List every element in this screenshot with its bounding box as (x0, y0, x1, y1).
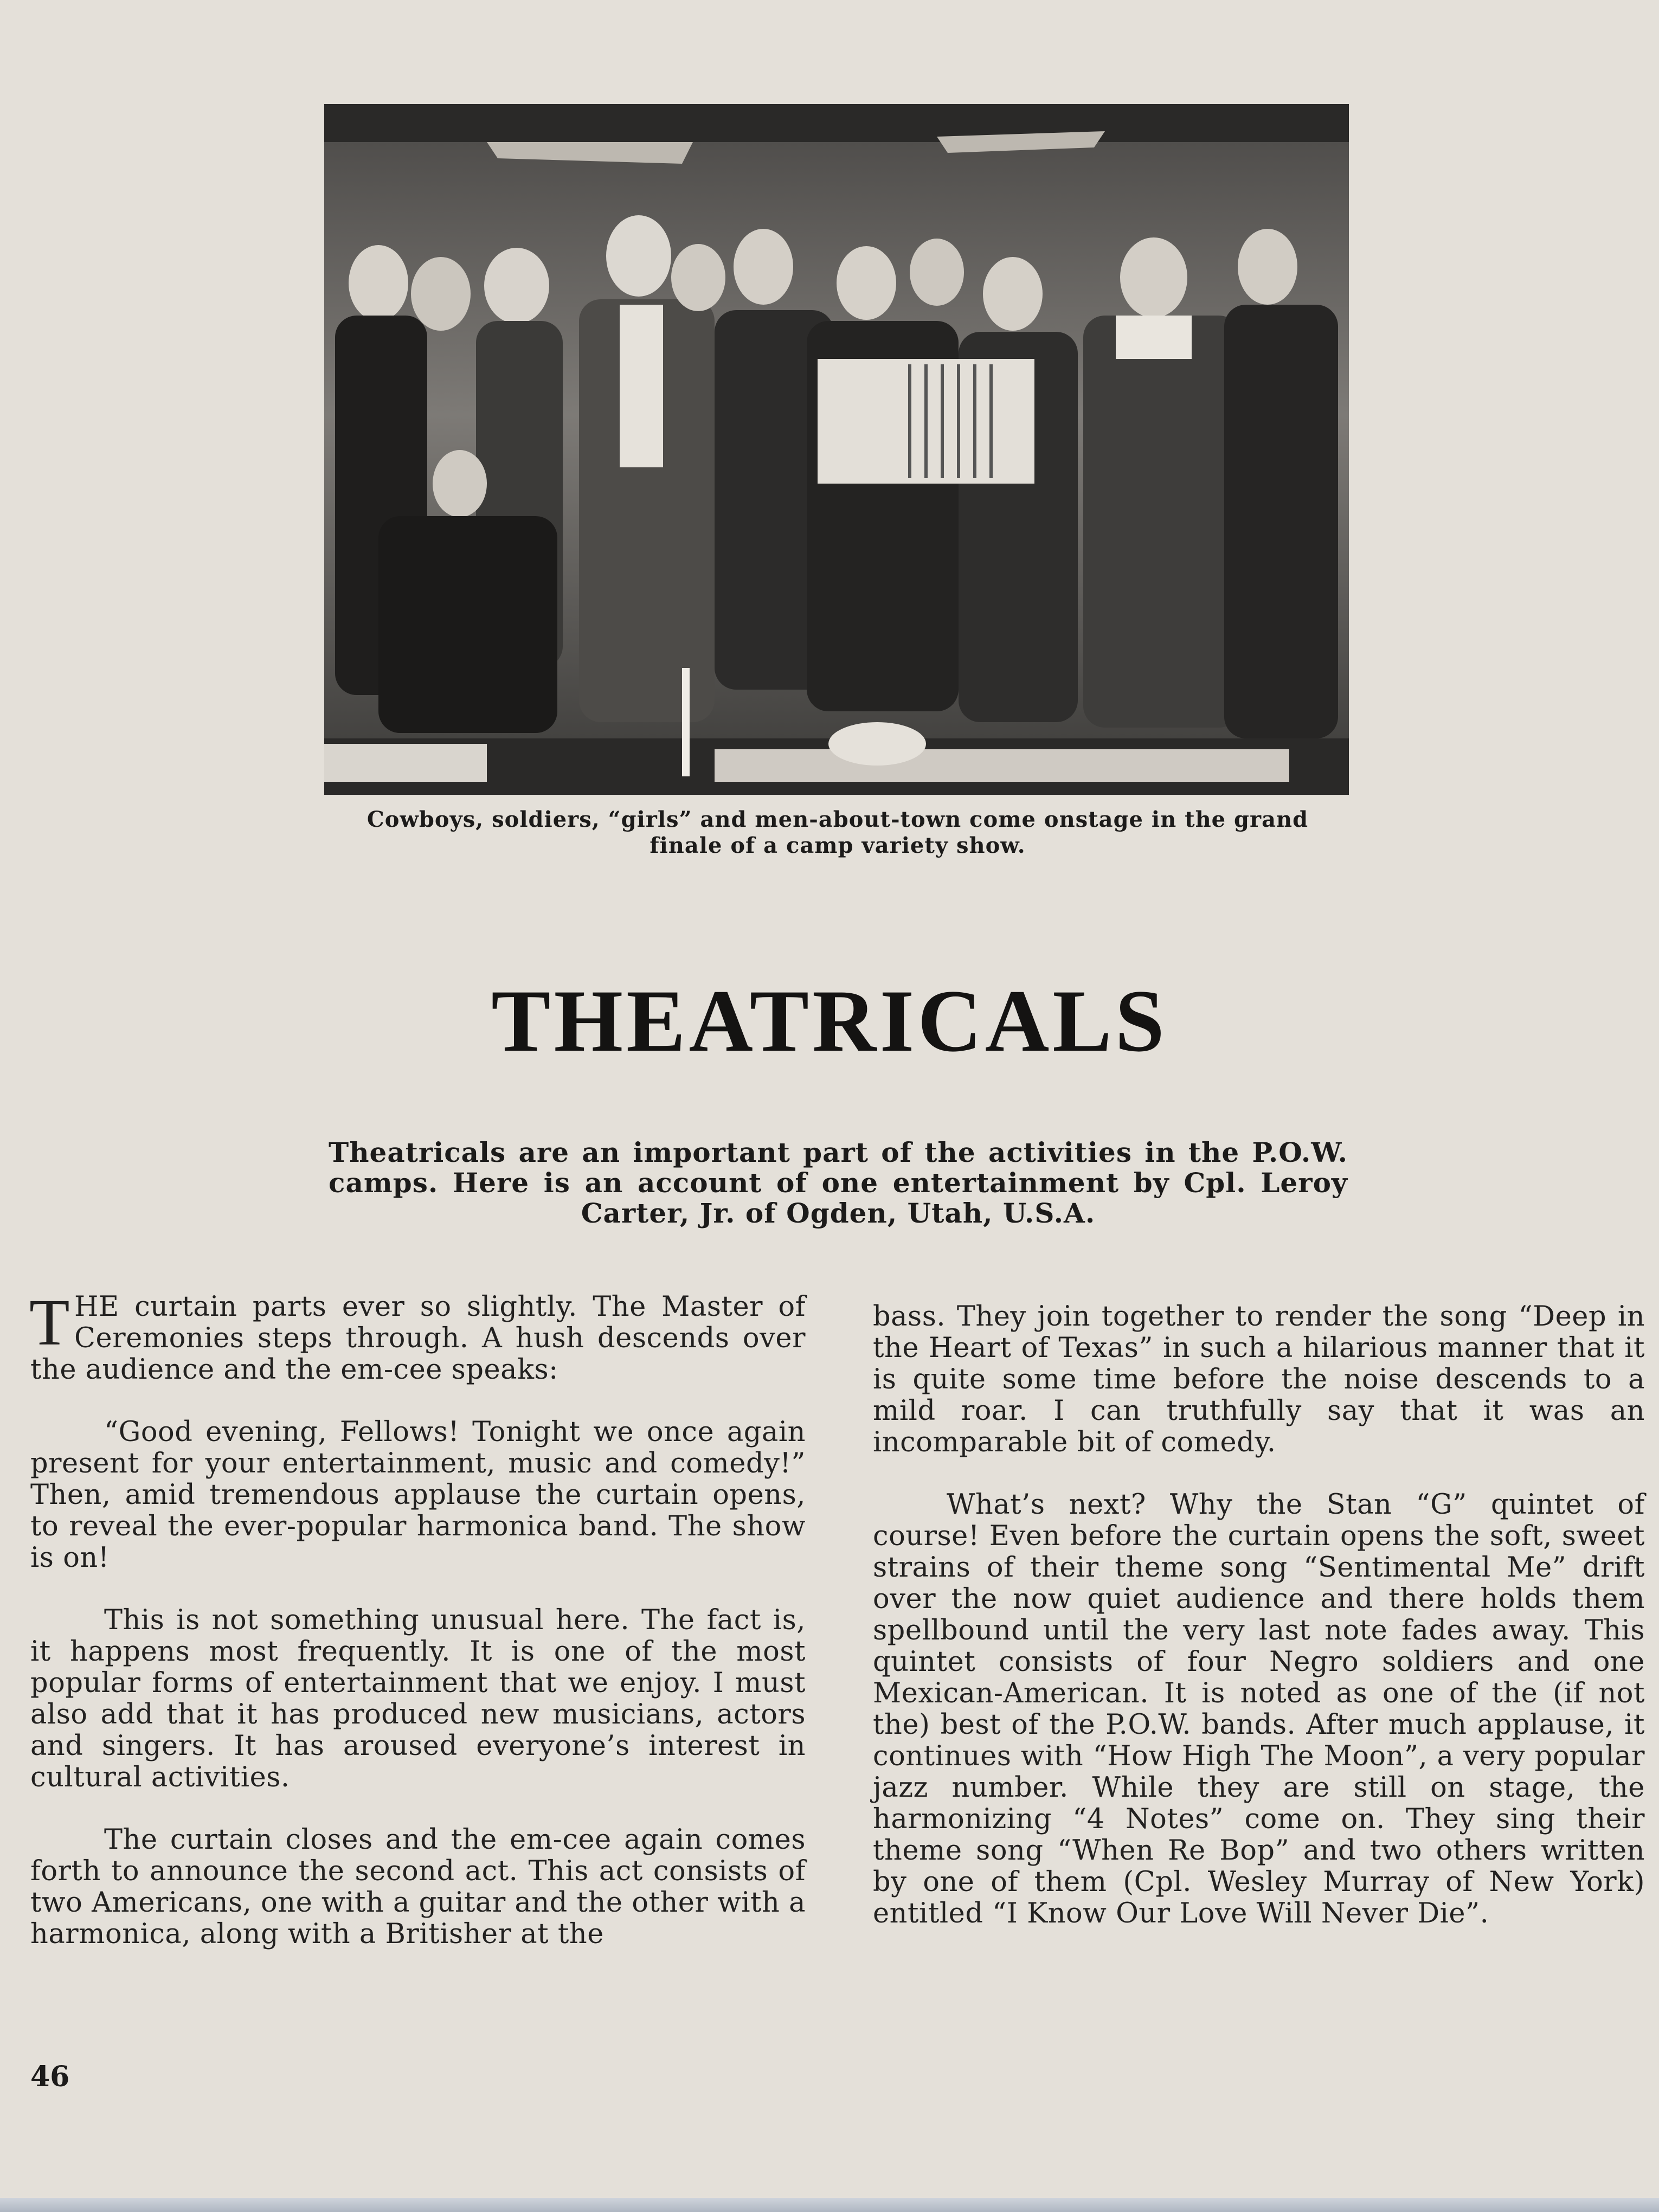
paragraph: “Good evening, Fellows! Tonight we once again present for your entertainment, music and comedy!” Then, amid tremendous applause the curtain opens, to reveal the ever-popular harmonica band. The show is on! (30, 1416, 806, 1574)
page-title: THEATRICALS (491, 972, 1168, 1070)
paragraph: What’s next? Why the Stan “G” quintet of course! Even before the curtain opens the soft, sweet strains of their theme song “Sentimental Me” drift over the now quiet audience and there holds them spellbound until the very last note fades away. This quintet consists of four Negro soldiers and one Mexican-American. It is noted as one of the (if not the) best of the P.O.W. bands. After much applause, it continues with “How High The Moon”, a very popular jazz number. While they are still on stage, the harmonizing “4 Notes” come on. They sing their theme song “When Re Bop” and two others written by one of them (Cpl. Wesley Murray of New York) entitled “I Know Our Love Will Never Die”. (873, 1489, 1645, 1930)
intro-text: Theatricals are an important part of the activities in the P.O.W. camps. Here is an account of one entertainment by Cpl. Leroy Carter, Jr. of Ogden, Utah, U.S.A. (329, 1136, 1348, 1229)
paragraph: The curtain closes and the em-cee again comes forth to announce the second act. This act consists of two Americans, one with a guitar and the other with a harmonica, along with a Britisher at the (30, 1824, 806, 1950)
drop-cap: T (29, 1286, 70, 1359)
page-edge (0, 2198, 1659, 2212)
left-column (29, 1286, 806, 1981)
paragraph: bass. They join together to render the song “Deep in the Heart of Texas” in such a hilarious manner that it is quite some time before the noise descends to a mild roar. I can truthfully say that it was an incomparable bit of comedy. (873, 1301, 1645, 1458)
stage-photo (324, 104, 1349, 795)
paragraph: THE curtain parts ever so slightly. The Master of Ceremonies steps through. A hush descends over the audience and the em-cee speaks: (29, 1286, 806, 1386)
stage-photo-illustration (324, 104, 1349, 795)
photo-caption: Cowboys, soldiers, “girls” and men-about-town come onstage in the grand finale of a camp variety show. (366, 807, 1309, 858)
right-column (873, 1301, 1645, 1960)
page-number: 46 (30, 2060, 70, 2093)
paragraph: This is not something unusual here. The fact is, it happens most frequently. It is one of the most popular forms of entertainment that we enjoy. I must also add that it has produced new musicians, actors and singers. It has aroused everyone’s interest in cultural activities. (30, 1604, 806, 1793)
